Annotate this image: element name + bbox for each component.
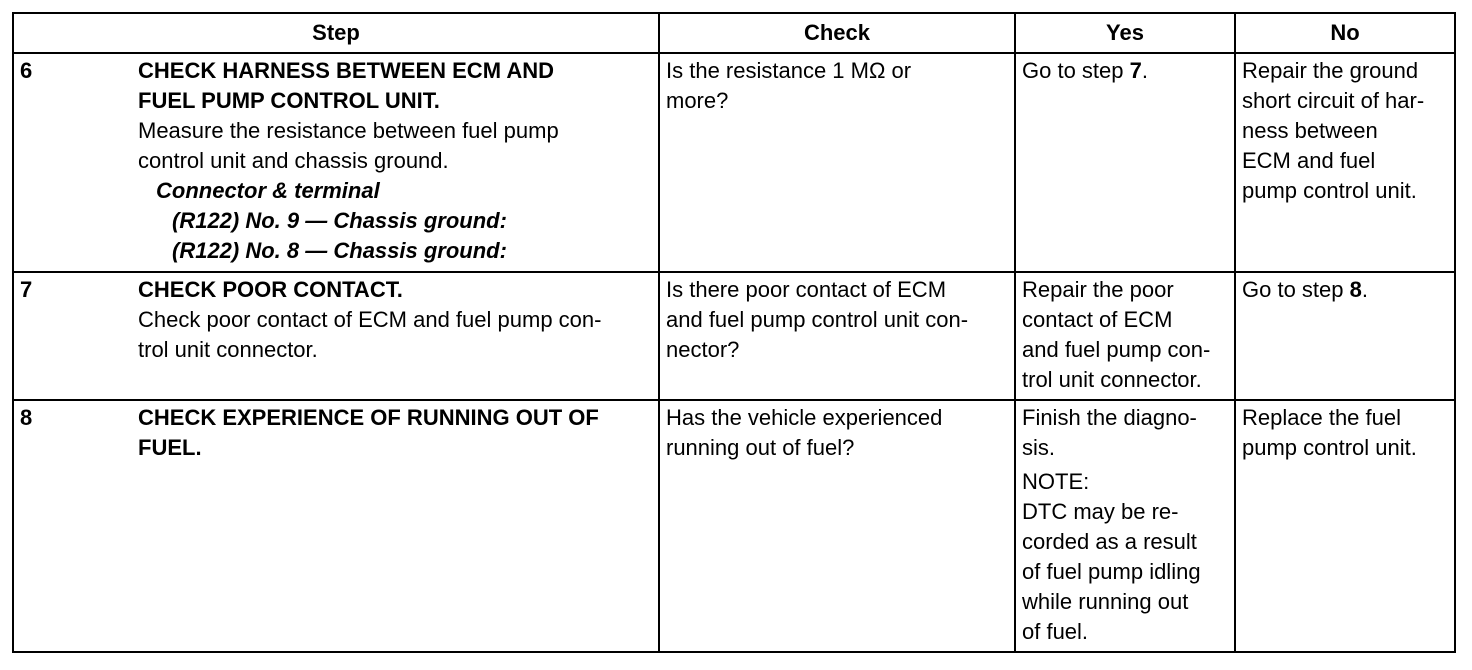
step-number: 6 — [20, 58, 33, 83]
step-title: FUEL PUMP CONTROL UNIT. — [138, 88, 440, 113]
table-row — [13, 400, 1455, 652]
step-description: Measure the resistance between fuel pump — [138, 118, 559, 143]
note-text: of fuel. — [1022, 619, 1089, 644]
step-number: 7 — [20, 277, 33, 302]
note-text: while running out — [1022, 589, 1189, 614]
no-text: Replace the fuel — [1242, 405, 1401, 430]
step-title: FUEL. — [138, 435, 202, 460]
check-cell — [659, 272, 1015, 400]
header-check: Check — [659, 13, 1015, 53]
yes-text: sis. — [1022, 435, 1055, 460]
step-description: Check poor contact of ECM and fuel pump con- — [138, 307, 602, 332]
header-row — [13, 13, 1455, 53]
no-text: ECM and fuel — [1242, 148, 1376, 173]
check-text: Has the vehicle experienced — [666, 405, 943, 430]
check-text: running out of fuel? — [666, 435, 855, 460]
check-cell — [659, 400, 1015, 652]
step-cell — [13, 400, 659, 652]
no-text: pump control unit. — [1242, 435, 1417, 460]
check-cell — [659, 53, 1015, 272]
header-no: No — [1235, 13, 1455, 53]
note-text: of fuel pump idling — [1022, 559, 1201, 584]
table-row — [13, 53, 1455, 272]
step-title: CHECK POOR CONTACT. — [138, 277, 403, 302]
connector-terminal: (R122) No. 8 — Chassis ground: — [172, 238, 507, 263]
no-text: ness between — [1242, 118, 1378, 143]
note-label: NOTE: — [1022, 469, 1090, 494]
yes-text: Go to step 7. — [1022, 58, 1148, 83]
no-text: Go to step 8. — [1242, 277, 1368, 302]
no-cell — [1235, 53, 1455, 272]
header-yes: Yes — [1015, 13, 1235, 53]
yes-text: Repair the poor — [1022, 277, 1174, 302]
diagnostic-table — [12, 12, 1456, 653]
check-text: more? — [666, 88, 729, 113]
no-text: short circuit of har- — [1242, 88, 1425, 113]
step-reference: 7 — [1129, 58, 1142, 83]
yes-cell — [1015, 400, 1235, 652]
step-reference: 8 — [1349, 277, 1362, 302]
no-cell — [1235, 400, 1455, 652]
step-cell — [13, 53, 659, 272]
step-title: CHECK EXPERIENCE OF RUNNING OUT OF — [138, 405, 599, 430]
step-description: trol unit connector. — [138, 337, 318, 362]
yes-text: trol unit connector. — [1022, 367, 1202, 392]
step-description: control unit and chassis ground. — [138, 148, 449, 173]
note-text: DTC may be re- — [1022, 499, 1179, 524]
step-title: CHECK HARNESS BETWEEN ECM AND — [138, 58, 554, 83]
connector-terminal: (R122) No. 9 — Chassis ground: — [172, 208, 507, 233]
no-text: pump control unit. — [1242, 178, 1417, 203]
yes-text: and fuel pump con- — [1022, 337, 1211, 362]
table-row — [13, 272, 1455, 400]
step-number: 8 — [20, 405, 33, 430]
step-cell — [13, 272, 659, 400]
connector-heading: Connector & terminal — [156, 178, 380, 203]
check-text: nector? — [666, 337, 740, 362]
no-cell — [1235, 272, 1455, 400]
yes-cell — [1015, 272, 1235, 400]
yes-text: Finish the diagno- — [1022, 405, 1197, 430]
note-text: corded as a result — [1022, 529, 1197, 554]
check-text: Is there poor contact of ECM — [666, 277, 947, 302]
check-text: Is the resistance 1 MΩ or — [666, 58, 912, 83]
yes-text: contact of ECM — [1022, 307, 1173, 332]
check-text: and fuel pump control unit con- — [666, 307, 969, 332]
no-text: Repair the ground — [1242, 58, 1419, 83]
header-step: Step — [13, 13, 659, 53]
yes-cell — [1015, 53, 1235, 272]
